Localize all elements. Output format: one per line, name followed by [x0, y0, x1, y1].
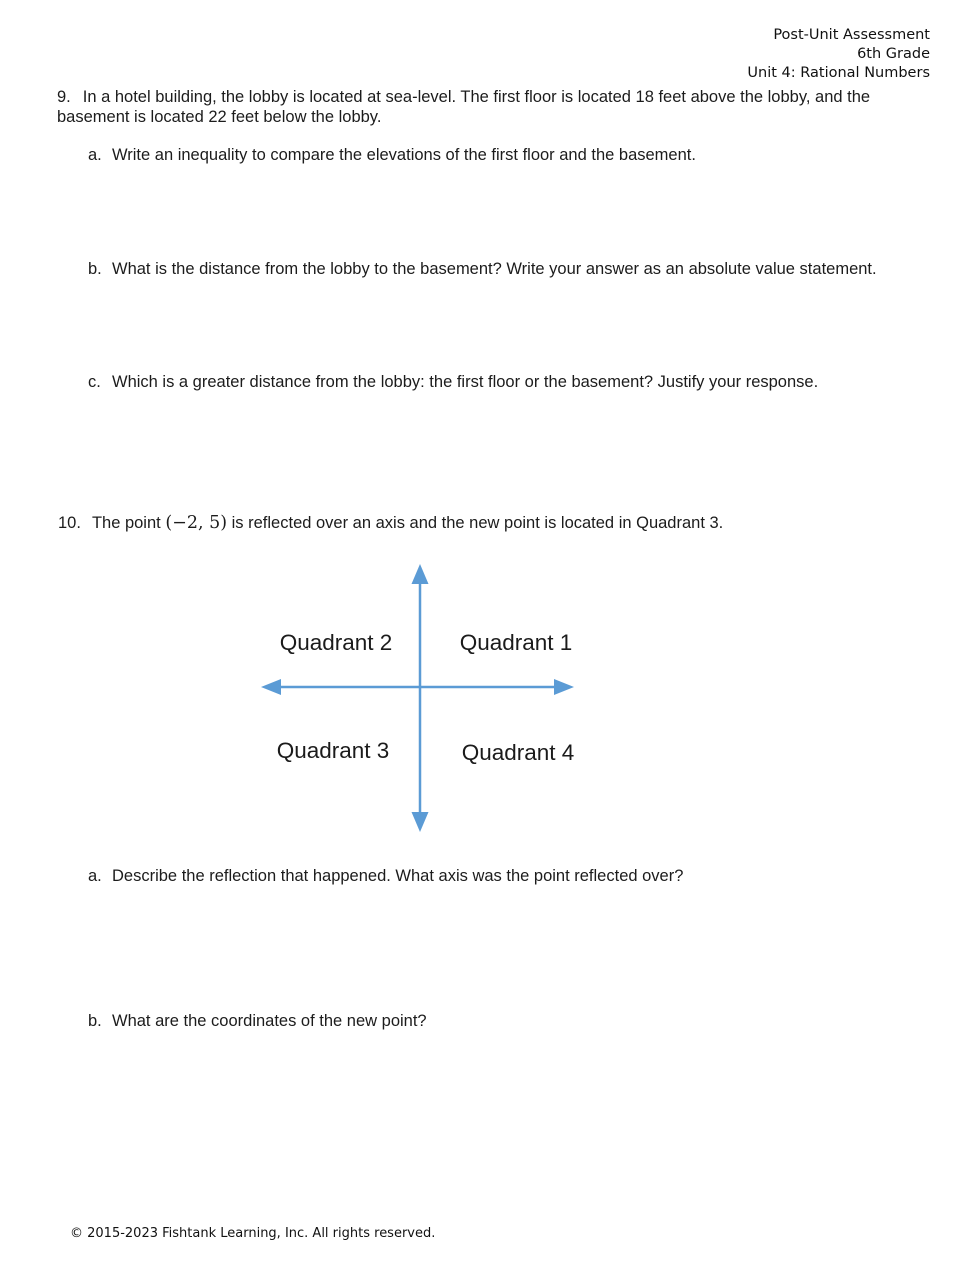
question-10b-label: b. — [88, 1012, 102, 1030]
question-10-text-after: is reflected over an axis and the new point is located in Quadrant 3. — [227, 514, 724, 532]
question-9b-label: b. — [88, 260, 102, 278]
x-axis-right-arrow-icon — [554, 679, 574, 695]
question-9-text: In a hotel building, the lobby is located at sea-level. The first floor is located 18 feet above the lobby, and the basement is located 22 feet below the lobby. — [57, 88, 871, 126]
question-10-number: 10. — [58, 514, 81, 532]
question-10-text-before: The point — [91, 514, 166, 532]
y-axis-up-arrow-icon — [412, 564, 429, 584]
copyright-notice: © 2015-2023 Fishtank Learning, Inc. All rights reserved. — [70, 1226, 436, 1241]
y-axis-down-arrow-icon — [412, 812, 429, 832]
header-grade: 6th Grade — [857, 46, 930, 62]
question-10a-text: Describe the reflection that happened. What axis was the point reflected over? — [112, 867, 684, 885]
question-9a — [88, 146, 931, 166]
question-10b-text: What are the coordinates of the new point? — [112, 1012, 427, 1030]
question-10a — [88, 867, 931, 887]
question-9a-text: Write an inequality to compare the elevations of the first floor and the basement. — [112, 146, 696, 164]
document-header — [747, 26, 930, 83]
question-9c-label: c. — [88, 373, 101, 391]
header-unit: Unit 4: Rational Numbers — [747, 65, 930, 81]
quadrant-3-label: Quadrant 3 — [276, 738, 390, 763]
question-9-number: 9. — [57, 88, 71, 106]
header-title: Post-Unit Assessment — [773, 27, 930, 43]
question-10b — [88, 1012, 931, 1032]
question-9 — [57, 88, 931, 127]
quadrant-4-label: Quadrant 4 — [461, 740, 575, 765]
axes-graphic — [255, 560, 585, 840]
question-9c — [88, 373, 931, 393]
question-10a-label: a. — [88, 867, 102, 885]
question-9b-text: What is the distance from the lobby to the basement? Write your answer as an absolute value statement. — [112, 260, 877, 278]
question-10 — [58, 514, 932, 534]
question-9b — [88, 260, 931, 280]
quadrant-2-label: Quadrant 2 — [279, 630, 393, 655]
question-9a-label: a. — [88, 146, 102, 164]
question-9c-text: Which is a greater distance from the lobby: the first floor or the basement? Justify your response. — [112, 373, 819, 391]
quadrant-diagram — [255, 560, 585, 840]
quadrant-1-label: Quadrant 1 — [459, 630, 573, 655]
question-10-point: (−2, 5) — [165, 513, 228, 533]
x-axis-left-arrow-icon — [261, 679, 281, 695]
